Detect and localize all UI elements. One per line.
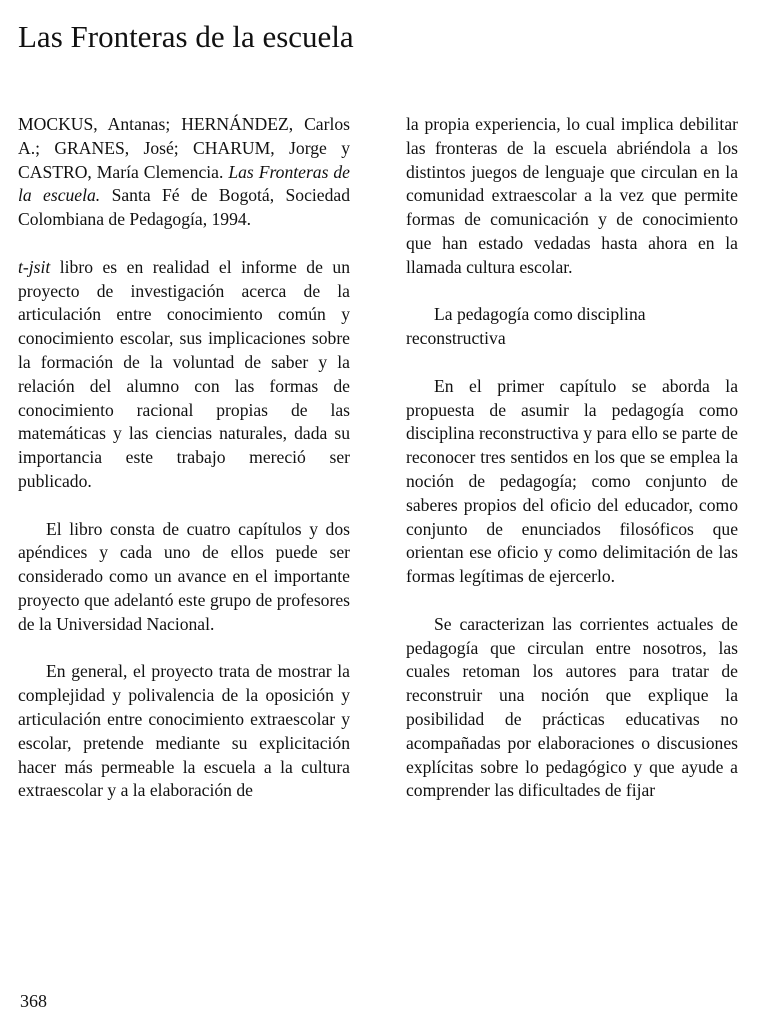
- paragraph: El libro consta de cuatro capítulos y dos apéndices y cada uno de ellos puede ser considerado como un avance en el importante proyecto que adelantó este grupo de profesores de la Universidad Nacional.: [18, 518, 350, 634]
- section-heading: La pedagogía como disciplina reconstructiva: [406, 304, 646, 349]
- reference-book-title: Las Fronteras de la escuela.: [18, 161, 350, 206]
- reference-authors: MOCKUS, Antanas; HERNÁNDEZ, Carlos A.; GRANES, José; CHARUM, Jorge y CASTRO, María Clemencia.: [18, 114, 350, 182]
- paragraph: En general, el proyecto trata de mostrar la complejidad y polivalencia de la oposición y articulación entre conocimiento extraescolar y escolar, pretende mediante su explicitación hacer más permeable la escuela a la cultura extraescolar y a la elaboración de: [18, 661, 350, 801]
- bibliographic-reference: [18, 113, 350, 232]
- paragraph: [18, 256, 350, 494]
- left-column: [18, 113, 350, 803]
- reference-publication: Santa Fé de Bogotá, Sociedad Colombiana de Pedagogía, 1994.: [18, 185, 350, 230]
- paragraph: En el primer capítulo se aborda la propuesta de asumir la pedagogía como disciplina reconstructiva y para ello se parte de reconocer tres sentidos en los que se emplea la noción de pedagogía; como conjunto de saberes propios del oficio del educador, como conjunto de enunciados filosóficos que orientan ese oficio y como delimitación de las formas legítimas de ejercerlo.: [406, 375, 738, 587]
- page-title: Las Fronteras de la escuela: [18, 19, 354, 54]
- paragraph: Se caracterizan las corrientes actuales de pedagogía que circulan entre nosotros, las cuales retoman los autores para tratar de reconstruir una noción que explique la posibilidad de prácticas educativas no acompañadas por elaboraciones o discusiones explícitas sobre lo pedagógico y que ayude a comprender las dificultades de fijar: [406, 613, 738, 801]
- paragraph: la propia experiencia, lo cual implica debilitar las fronteras de la escuela abriéndola a los distintos juegos de lenguaje que circulan en la comunidad extraescolar a la vez que permite formas de comunicación y de conocimiento que han estado vedadas hasta ahora en la llamada cultura escolar.: [406, 114, 738, 277]
- page-number: 368: [20, 991, 47, 1011]
- right-column: [406, 113, 738, 803]
- paragraph-lead: t-jsit: [18, 256, 51, 277]
- paragraph-text: libro es en realidad el informe de un proyecto de investigación acerca de la articulación entre conocimiento común y conocimiento escolar, sus implicaciones sobre la formación de la voluntad de saber y la relación del alumno con las formas de conocimiento racional propias de las matemáticas y las ciencias naturales, dada su importancia este trabajo mereció ser publicado.: [18, 256, 350, 491]
